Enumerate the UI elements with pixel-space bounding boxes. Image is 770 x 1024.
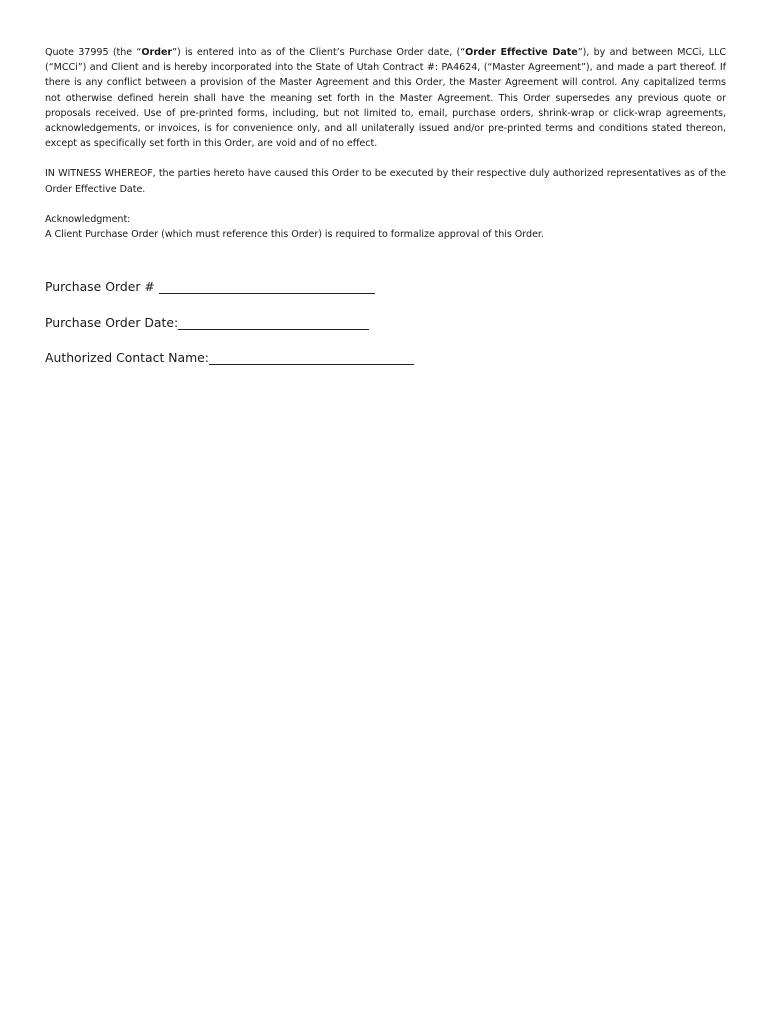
- authorized-contact-name-label: Authorized Contact Name:: [45, 350, 209, 365]
- authorized-contact-name-line[interactable]: [209, 352, 414, 365]
- purchase-order-date-field: [45, 314, 414, 332]
- witness-paragraph: IN WITNESS WHEREOF, the parties hereto have caused this Order to be executed by their respective duly authorized representatives as of the Order Effective Date.: [45, 168, 726, 195]
- signature-fields: [45, 278, 414, 367]
- purchase-order-date-label: Purchase Order Date:: [45, 314, 179, 330]
- effective-date-term: Order Effective Date: [465, 47, 578, 58]
- agreement-rest: ”), by and between MCCi, LLC (“MCCi”) and Client and is hereby incorporated into the State of Utah Contract #: PA4624, (“Master Agreement”), and made a part thereof. If there is any conflict between a provision of the Master Agreement and this Order, the Master Agreement will control. Any capitalized terms not otherwise defined herein shall have the meaning set forth in the Master Agreement. This Order supersedes any previous quote or proposals received. Use of pre-printed forms, including, but not limited to, email, purchase orders, shrink-wrap or click-wrap agreements, acknowledgements, or invoices, is for convenience only, and all unilaterally issued and/or pre-printed terms and conditions stated thereon, except as specifically set forth in this Order, are void and of no effect.: [45, 47, 726, 150]
- order-term: Order: [141, 47, 173, 58]
- authorized-contact-name-field: [45, 349, 414, 367]
- agreement-quote-prefix: Quote 37995 (the “: [45, 47, 142, 58]
- purchase-order-number-field: [45, 278, 414, 296]
- purchase-order-number-line[interactable]: [159, 281, 375, 294]
- acknowledgment-section: [45, 212, 726, 242]
- purchase-order-number-label: Purchase Order #: [45, 279, 155, 294]
- order-document: [45, 45, 726, 242]
- acknowledgment-heading: Acknowledgment:: [45, 213, 131, 225]
- agreement-mid: ”) is entered into as of the Client’s Purchase Order date, (“: [172, 47, 466, 58]
- acknowledgment-text: A Client Purchase Order (which must reference this Order) is required to formalize approval of this Order.: [45, 229, 544, 241]
- purchase-order-date-line[interactable]: [178, 317, 369, 330]
- agreement-paragraph: [45, 45, 726, 151]
